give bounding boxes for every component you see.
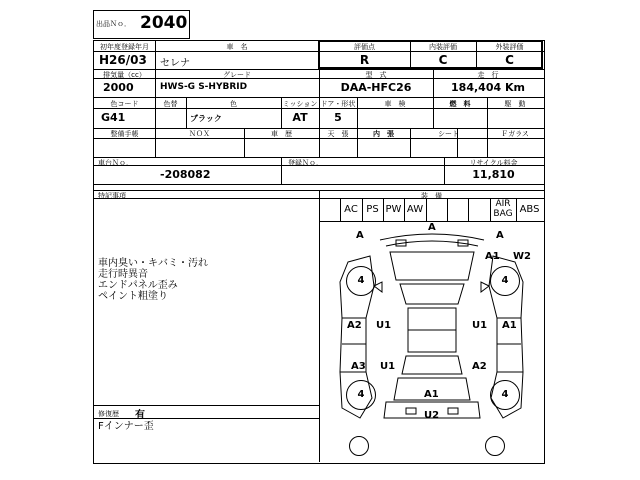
lot-number: 2040	[140, 13, 188, 33]
maintenance-label: 整備手帳	[110, 130, 139, 138]
seat-label: シート	[438, 130, 459, 138]
equip-ps: PS	[366, 204, 379, 215]
mark-rear-a1: A1	[424, 389, 439, 400]
notes-line-1: 車内臭い・キバミ・汚れ	[98, 258, 208, 269]
mark-left-door-a2: A2	[347, 320, 362, 331]
mark-right-fender: A1	[485, 251, 500, 262]
mark-front-right: A	[496, 230, 504, 241]
doors-value: 5	[334, 111, 342, 124]
doors-label: ドア・形状	[320, 100, 356, 108]
mark-right-rear-a2: A2	[472, 361, 487, 372]
model-value: DAA-HFC26	[340, 81, 412, 94]
car-name-label: 車 名	[226, 43, 248, 51]
repair-value: 有	[135, 410, 145, 421]
grade-label: グレード	[223, 71, 251, 79]
fglass-label: Ｆガラス	[501, 130, 529, 138]
int-score-label: 内装評価	[429, 43, 457, 51]
color-cat-label: 色替	[163, 100, 178, 108]
notes-line-4: ペイント粗塗り	[98, 291, 168, 302]
reg-no-label: 登録Ｎｏ．	[288, 159, 323, 167]
mark-front-center: A	[428, 222, 436, 233]
tire-front-left: 4	[346, 266, 376, 296]
mark-windshield-w2: W2	[513, 251, 531, 262]
nox-label: ＮＯＸ	[189, 130, 210, 138]
transmission-label: ミッション	[282, 100, 318, 108]
roof-label: 天 張	[327, 130, 349, 138]
equip-abs: ABS	[519, 204, 540, 215]
mark-right-door-u1: U1	[472, 320, 488, 331]
tire-front-right: 4	[490, 266, 520, 296]
color-value: ブラック	[190, 114, 222, 123]
tire-rear-right: 4	[490, 380, 520, 410]
ext-score-label: 外装評価	[495, 43, 524, 51]
mark-left-rear-a3: A3	[351, 361, 366, 372]
displacement-value: 2000	[103, 81, 134, 94]
score-value: R	[359, 53, 370, 67]
bottom-left-circle	[349, 436, 369, 456]
mark-left-door-u1: U1	[376, 320, 392, 331]
mileage-label: 走 行	[477, 71, 499, 79]
score-label: 評価点	[354, 43, 375, 51]
mark-rear-bumper-u2: U2	[424, 410, 440, 421]
recycle-value: 11,810	[472, 168, 515, 181]
chassis-value: -208082	[160, 168, 211, 181]
lot-number-label: 出品Ｎｏ．	[96, 20, 131, 28]
ext-score-value: C	[505, 53, 514, 67]
bottom-right-circle	[485, 436, 505, 456]
equip-aw: AW	[406, 204, 424, 215]
car-diagram	[320, 222, 543, 462]
drive-label: 駆 動	[504, 100, 526, 108]
tire-rear-left: 4	[346, 380, 376, 410]
equipment-label: 装 備	[421, 192, 442, 200]
model-label: 型 式	[365, 71, 387, 79]
transmission-value: AT	[292, 111, 308, 124]
mark-right-door-a1: A1	[502, 320, 517, 331]
recycle-label: リサイクル料金	[469, 159, 518, 167]
color-label: 色	[230, 100, 237, 108]
interior-label: 内 張	[373, 130, 394, 138]
notes-label: 特記事項	[98, 192, 126, 200]
equip-ac: AC	[344, 204, 358, 215]
mileage-value: 184,404 Km	[451, 81, 525, 94]
grade-value: HWS-G S-HYBRID	[160, 82, 248, 92]
notes-line-2: 走行時異音	[98, 269, 148, 280]
repair-note: Fインナー歪	[98, 421, 154, 432]
int-score-value: C	[438, 53, 448, 67]
mark-front-left: A	[356, 230, 364, 241]
displacement-label: 排気量（cc）	[103, 71, 146, 79]
equip-pw: PW	[385, 204, 402, 215]
inspection-label: 車 検	[384, 100, 406, 108]
history-label: 車 歴	[271, 130, 292, 138]
notes-line-3: エンドパネル歪み	[98, 280, 178, 291]
chassis-label: 車台Ｎｏ．	[98, 159, 133, 167]
year-value: H26/03	[99, 53, 147, 67]
repair-label: 修復歴	[98, 410, 119, 418]
year-reg-label: 初年度登録年月	[100, 43, 149, 51]
equip-airbag: AIR BAG	[493, 199, 513, 219]
mark-left-rear-u1: U1	[380, 361, 396, 372]
color-code-label: 色コード	[110, 100, 139, 108]
fuel-label: 燃 料	[449, 100, 471, 108]
car-name-value: セレナ	[160, 58, 190, 69]
color-code-value: G41	[101, 111, 126, 124]
